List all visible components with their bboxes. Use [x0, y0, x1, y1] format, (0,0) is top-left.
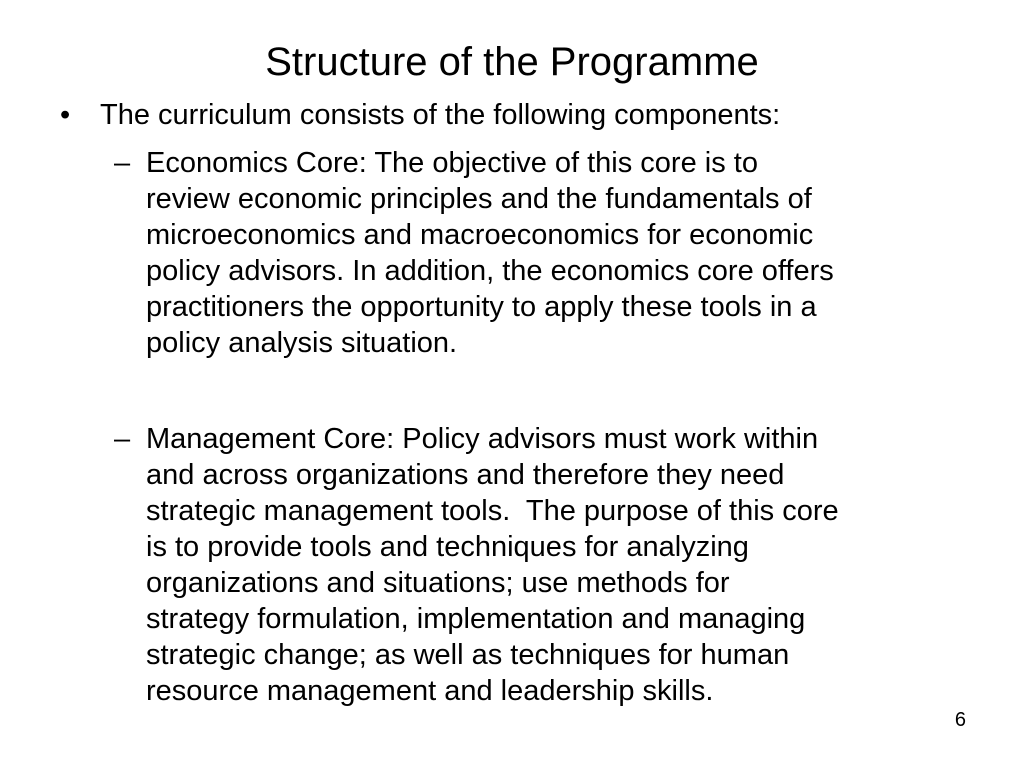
- text-line: policy analysis situation.: [146, 327, 458, 359]
- text-line: review economic principles and the fundamentals of: [146, 183, 812, 215]
- text-line: strategic change; as well as techniques for human: [146, 639, 790, 671]
- dash-icon: –: [114, 147, 131, 179]
- text-line: resource management and leadership skills.: [146, 675, 714, 707]
- text-line: strategic management tools. The purpose of this core: [146, 495, 839, 527]
- text-line: Economics Core: The objective of this core is to: [146, 147, 758, 179]
- text-line: policy advisors. In addition, the economics core offers: [146, 255, 834, 287]
- text-line: is to provide tools and techniques for analyzing: [146, 531, 749, 563]
- text-line: strategy formulation, implementation and managing: [146, 603, 806, 635]
- text-line: and across organizations and therefore they need: [146, 459, 785, 491]
- text-line: Management Core: Policy advisors must work within: [146, 423, 819, 455]
- subitem-text: [146, 421, 839, 709]
- text-line: practitioners the opportunity to apply these tools in a: [146, 291, 817, 323]
- bullet-text: The curriculum consists of the following components:: [100, 99, 781, 131]
- subitem-text: [146, 145, 834, 361]
- text-line: organizations and situations; use methods for: [146, 567, 730, 599]
- slide-title: Structure of the Programme: [265, 40, 759, 84]
- text-line: microeconomics and macroeconomics for economic: [146, 219, 814, 251]
- dash-icon: –: [114, 423, 131, 455]
- bullet-icon: •: [60, 99, 71, 131]
- slide-number: 6: [954, 709, 966, 731]
